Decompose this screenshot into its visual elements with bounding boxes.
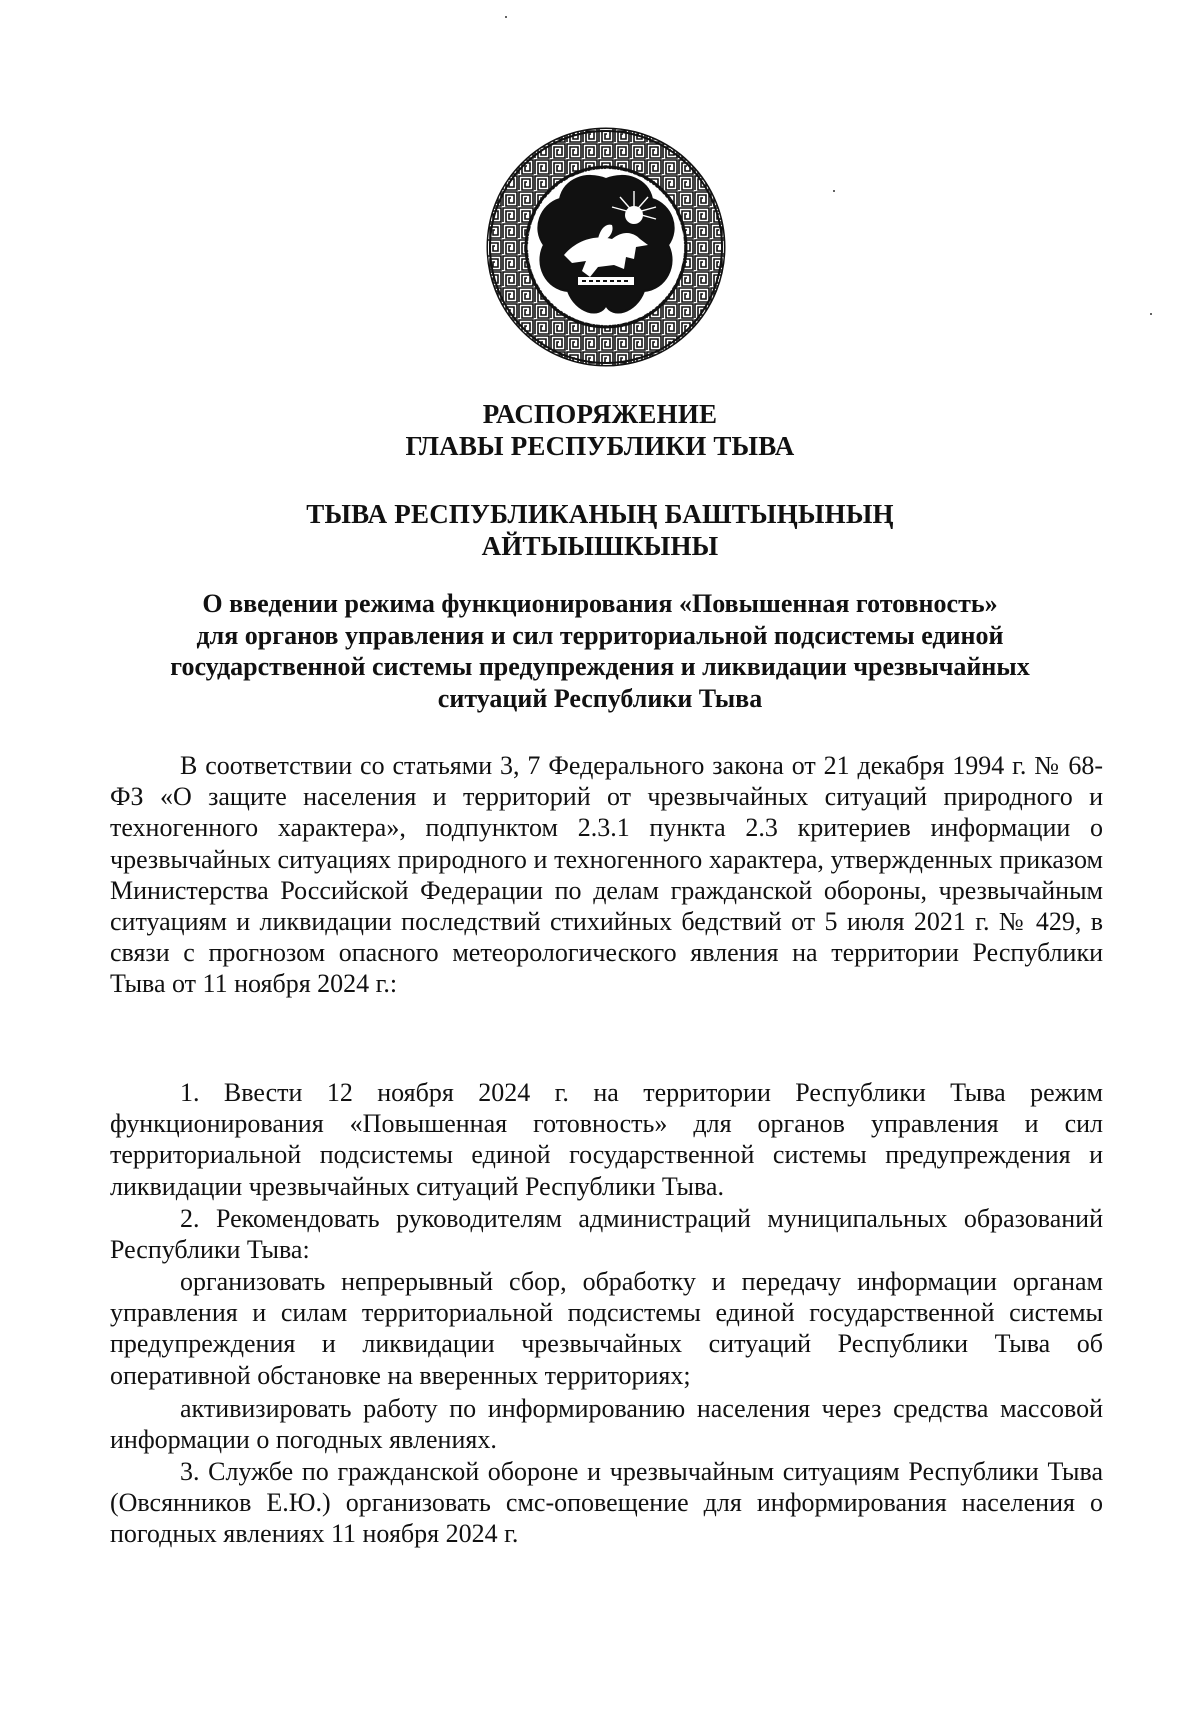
item-2-sub-1-paragraph [110,1266,1103,1391]
title-line: РАСПОРЯЖЕНИЕ [482,399,718,429]
document-title-tyvan [0,498,1200,562]
item-1-paragraph [110,1077,1103,1202]
item-2-sub-1-text: организовать непрерывный сбор, обработку и передачу информации органам управления и силам территориальной подсистемы единой государственной системы предупреждения и ликвидации чрезвычайных ситуаций Республики Тыва об оперативной обстановке на вверенных территориях; [110,1267,1103,1390]
preamble-text: В соответствии со статьями 3, 7 Федерального закона от 21 декабря 1994 г. № 68-ФЗ «О защите населения и территорий от чрезвычайных ситуаций природного и техногенного характера», подпунктом 2.3.1 пункта 2.3 критериев информации о чрезвычайных ситуациях природного и техногенного характера, утвержденных приказом Министерства Российской Федерации по делам гражданской обороны, чрезвычайным ситуациям и ликвидации последствий стихийных бедствий от 5 июля 2021 г. № 429, в связи с прогнозом опасного метеорологического явления на территории Республики Тыва от 11 ноября 2024 г.: [110,751,1103,999]
item-2-sub-2-text: активизировать работу по информированию населения через средства массовой информации о погодных явлениях. [110,1394,1103,1455]
preamble-paragraph [110,750,1103,1000]
item-3-paragraph [110,1456,1103,1550]
scan-speck [505,16,507,18]
item-1-text: 1. Ввести 12 ноября 2024 г. на территории Республики Тыва режим функционирования «Повышенная готовность» для органов управления и сил территориальной подсистемы единой государственной системы предупреждения и ликвидации чрезвычайных ситуаций Республики Тыва. [110,1078,1103,1201]
item-2-text: 2. Рекомендовать руководителям администраций муниципальных образований Республики Тыва: [110,1204,1103,1265]
subject-line: государственной системы предупреждения и ликвидации чрезвычайных [170,652,1030,681]
scan-speck [833,190,835,192]
document-subject [110,588,1090,714]
title-line: ГЛАВЫ РЕСПУБЛИКИ ТЫВА [405,431,795,461]
document-title [0,398,1200,462]
item-3-text: 3. Службе по гражданской обороне и чрезвычайным ситуациям Республики Тыва (Овсянников Е.Ю.) организовать смс-оповещение для информирования населения о погодных явлениях 11 ноября 2024 г. [110,1457,1103,1549]
subject-line: ситуаций Республики Тыва [437,683,763,713]
coat-of-arms-tyva-icon [486,127,726,367]
subject-line: О введении режима функционирования «Повышенная готовность» [202,589,998,618]
item-2-paragraph [110,1203,1103,1265]
subject-line: для органов управления и сил территориальной подсистемы единой [196,620,1004,650]
scan-speck [1150,313,1152,315]
title-tyva-line: АЙТЫЫШКЫНЫ [481,531,719,561]
item-2-sub-2-paragraph [110,1393,1103,1455]
title-tyva-line: ТЫВА РЕСПУБЛИКАНЫҢ БАШТЫҢЫНЫҢ [306,499,894,529]
